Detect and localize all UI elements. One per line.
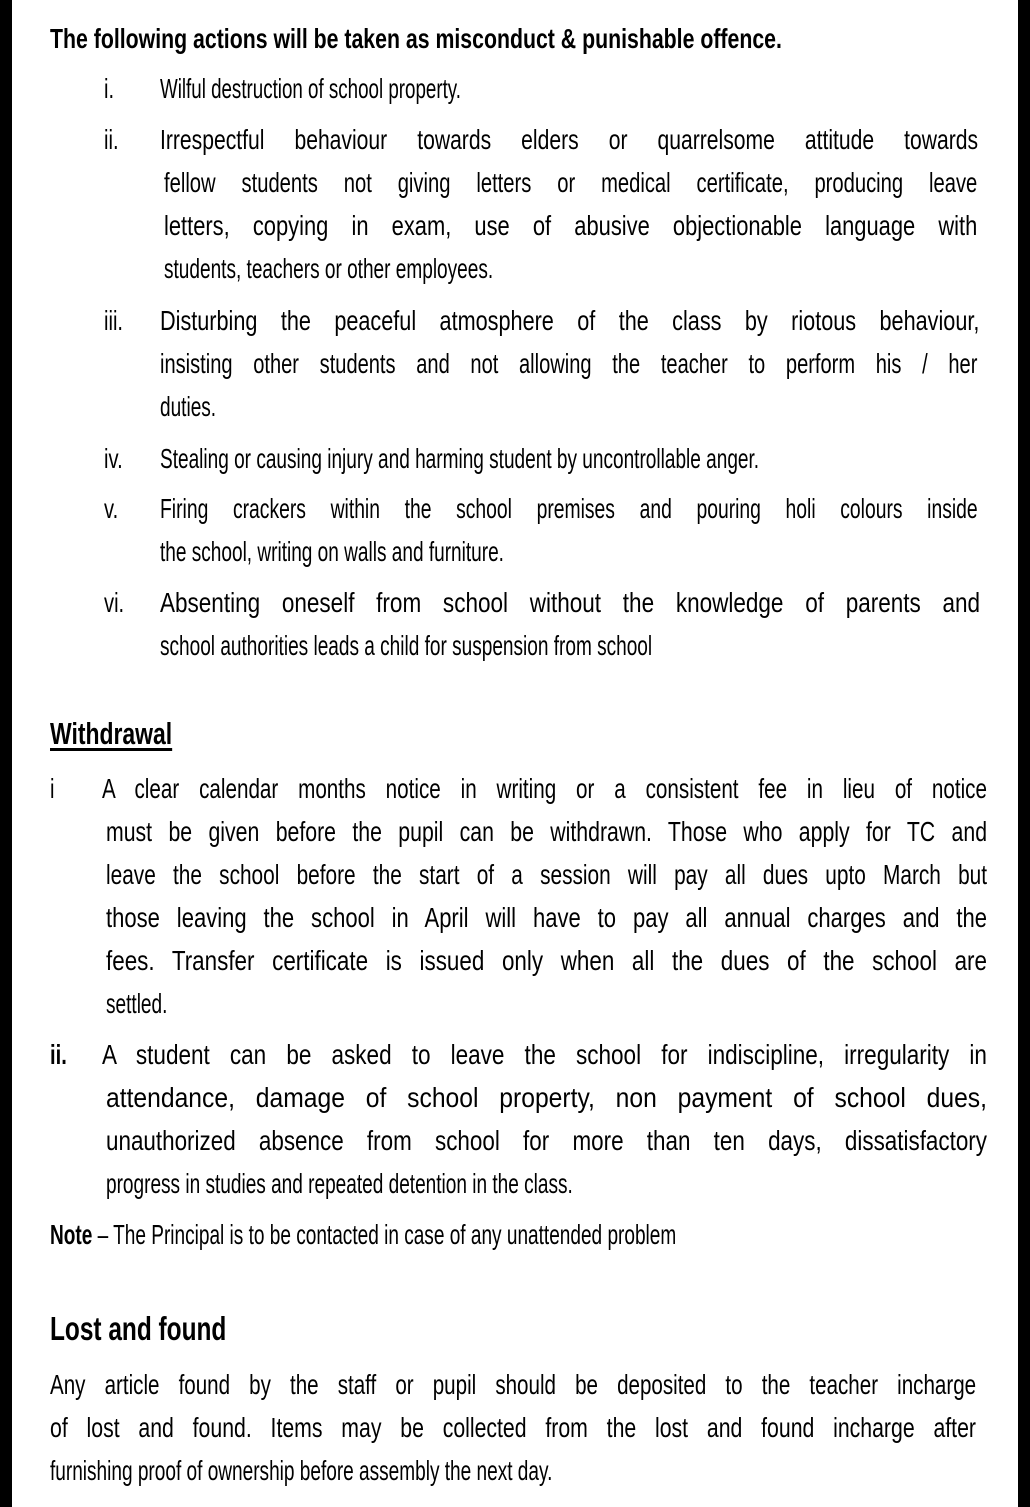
list-item-text: A student can be asked to leave the school for indiscipline, irregularity in (102, 1039, 987, 1070)
list-number: i. (104, 73, 115, 104)
list-item-text: Disturbing the peaceful atmosphere of the class by riotous behaviour, (160, 305, 980, 336)
list-item-text: unauthorized absence from school for more than ten days, dissatisfactory (106, 1125, 987, 1156)
misconduct-heading: The following actions will be taken as misconduct & punishable offence. (50, 23, 782, 54)
list-number: vi. (104, 587, 125, 618)
list-item-text: leave the school before the start of a session will pay all dues upto March but (106, 859, 988, 890)
list-item-text: A clear calendar months notice in writing or a consistent fee in lieu of notice (102, 773, 987, 804)
list-item-text: school authorities leads a child for suspension from school (160, 630, 653, 661)
list-number: ii. (104, 124, 119, 155)
list-item-text: the school, writing on walls and furniture. (160, 536, 504, 567)
paragraph-line: furnishing proof of ownership before assembly the next day. (50, 1455, 553, 1486)
list-number: i (50, 773, 55, 804)
list-item-text: fees. Transfer certificate is issued only when all the dues of the school are (106, 945, 987, 976)
list-item-text: insisting other students and not allowing the teacher to perform his / her (160, 348, 978, 379)
list-item-text: duties. (160, 391, 217, 422)
list-item-text: students, teachers or other employees. (164, 253, 494, 284)
list-number: v. (104, 493, 119, 524)
list-item-text: Firing crackers within the school premises and pouring holi colours inside (160, 493, 978, 524)
note-text: – The Principal is to be contacted in case of any unattended problem (92, 1219, 677, 1250)
withdrawal-heading: Withdrawal (50, 716, 173, 751)
list-number: iv. (104, 443, 123, 474)
document-page (12, 0, 1018, 1507)
list-item-text: attendance, damage of school property, non payment of school dues, (106, 1082, 987, 1113)
list-number: ii. (50, 1039, 67, 1070)
paragraph-line: Any article found by the staff or pupil should be deposited to the teacher incharge (50, 1369, 977, 1400)
list-item-text: Stealing or causing injury and harming student by uncontrollable anger. (160, 443, 760, 474)
list-item-text: progress in studies and repeated detention in the class. (106, 1168, 573, 1199)
note (50, 1218, 676, 1252)
paragraph-line: of lost and found. Items may be collected from the lost and found incharge after (50, 1412, 976, 1443)
note-label: Note (50, 1219, 93, 1250)
list-item-text: letters, copying in exam, use of abusive objectionable language with (164, 210, 978, 241)
list-item-text: settled. (106, 988, 168, 1019)
lost-found-heading: Lost and found (50, 1310, 227, 1347)
list-item-text: fellow students not giving letters or medical certificate, producing leave (164, 167, 978, 198)
list-item-text: those leaving the school in April will have to pay all annual charges and the (106, 902, 987, 933)
list-number: iii. (104, 305, 124, 336)
list-item-text: Wilful destruction of school property. (160, 73, 461, 104)
list-item-text: must be given before the pupil can be withdrawn. Those who apply for TC and (106, 816, 988, 847)
list-item-text: Irrespectful behaviour towards elders or quarrelsome attitude towards (160, 124, 979, 155)
list-item-text: Absenting oneself from school without the knowledge of parents and (160, 587, 981, 618)
